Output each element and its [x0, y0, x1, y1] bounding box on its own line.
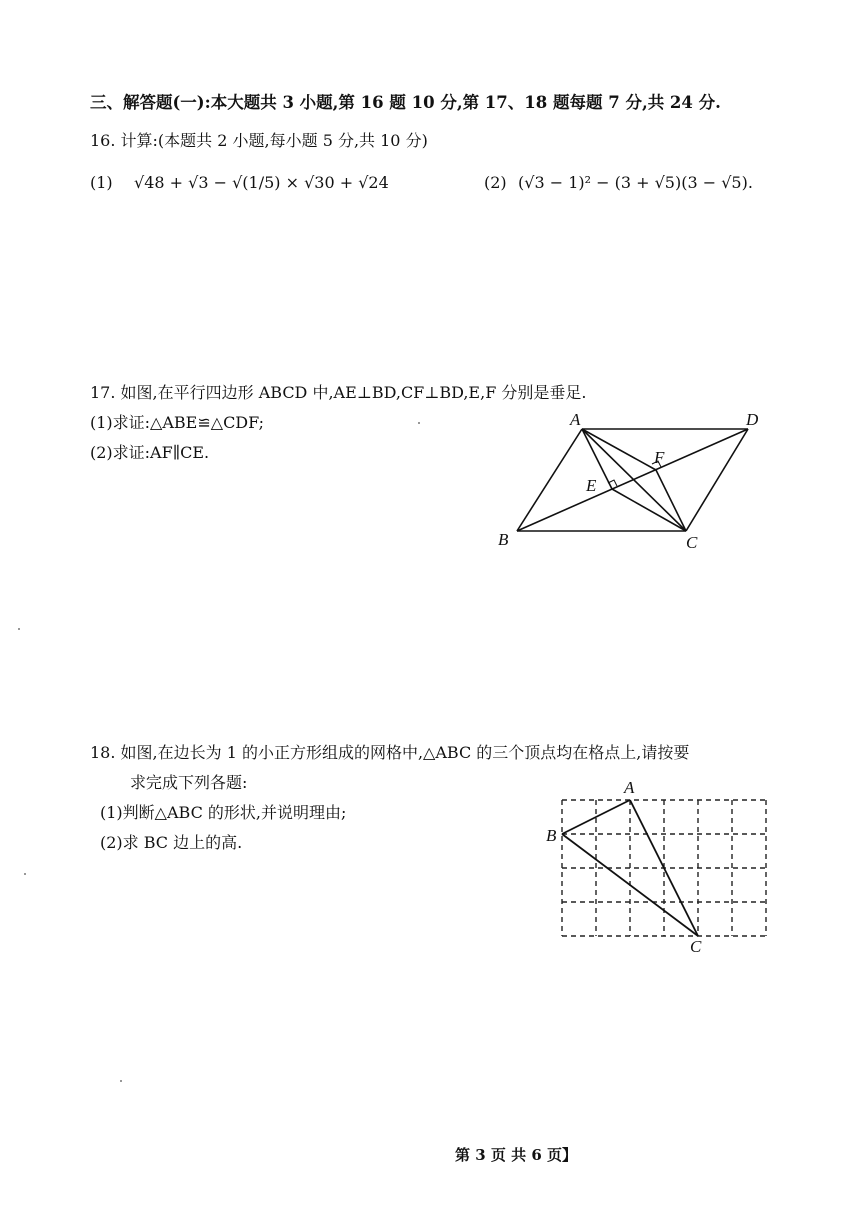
segment-AC: [582, 429, 686, 531]
label-D: D: [746, 410, 759, 429]
q16-part1-expr: √48 + √3 − √(1/5) × √30 + √24: [134, 173, 389, 192]
q17-part2: (2)求证:AF∥CE.: [90, 443, 210, 462]
q18-stem-line1: 18. 如图,在边长为 1 的小正方形组成的网格中,△ABC 的三个顶点均在格点上,请按要: [90, 743, 690, 762]
label-B: B: [546, 826, 557, 845]
scan-speck: [24, 873, 26, 875]
label-B: B: [498, 530, 509, 549]
q17-parallelogram-figure: [490, 405, 770, 555]
q17-stem: 17. 如图,在平行四边形 ABCD 中,AE⊥BD,CF⊥BD,E,F 分别是垂足.: [90, 383, 587, 402]
scan-speck: [18, 628, 20, 630]
q16-stem: 16. 计算:(本题共 2 小题,每小题 5 分,共 10 分): [90, 131, 428, 150]
q16-part1-label: (1): [90, 173, 113, 192]
q16-part2-expr: (√3 − 1)² − (3 + √5)(3 − √5).: [518, 173, 753, 192]
q18-stem-line2: 求完成下列各题:: [130, 773, 248, 792]
q17-part1: (1)求证:△ABE≌△CDF;: [90, 413, 265, 432]
scan-speck: [120, 1080, 122, 1082]
label-E: E: [586, 476, 597, 495]
q16-part2-label: (2): [484, 173, 507, 192]
label-C: C: [690, 937, 702, 956]
label-C: C: [686, 533, 698, 552]
segment-BA: [517, 429, 582, 531]
label-F: F: [654, 448, 665, 467]
q18-grid-figure: [540, 776, 780, 956]
label-A: A: [624, 778, 635, 797]
scan-speck: [418, 422, 420, 424]
q18-part2: (2)求 BC 边上的高.: [100, 833, 243, 852]
label-A: A: [570, 410, 581, 429]
q18-part1: (1)判断△ABC 的形状,并说明理由;: [100, 803, 347, 822]
section-heading: 三、解答题(一):本大题共 3 小题,第 16 题 10 分,第 17、18 题每题 7 分,共 24 分.: [90, 93, 721, 112]
page-footer: 第 3 页 共 6 页】: [455, 1146, 577, 1164]
segment-DC: [686, 429, 748, 531]
diagonal-BD: [517, 429, 748, 531]
